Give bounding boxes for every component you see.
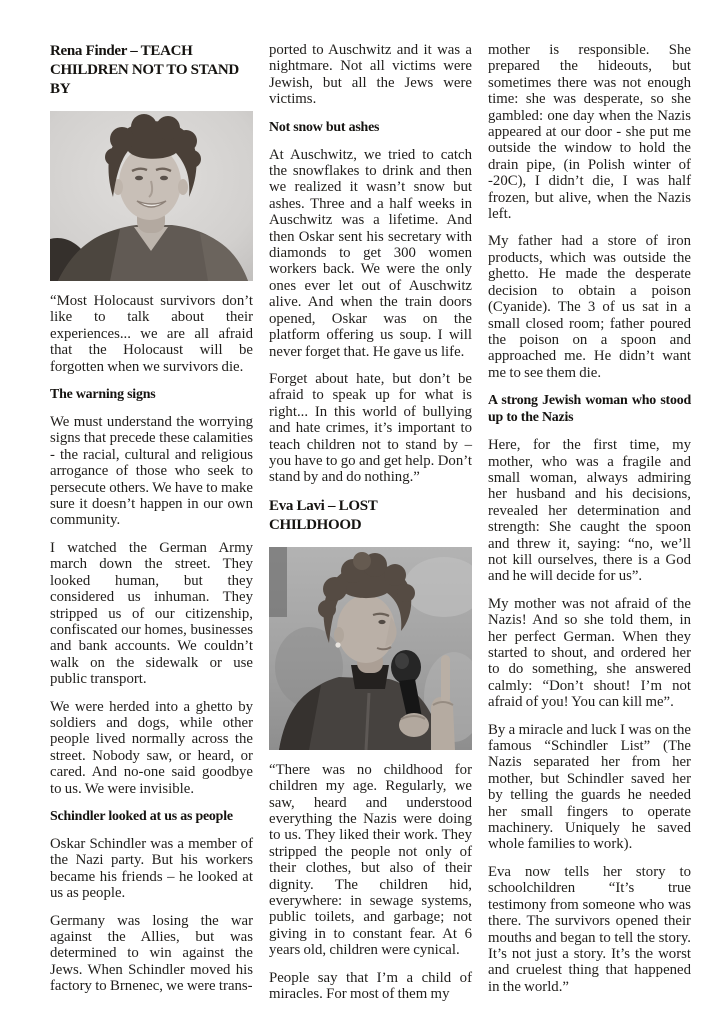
- paragraph: My father had a store of iron products, which was outside the ghetto. He made the desperate decision to obtain a poison (Cyanide). The 3 of us sat in a small closed room; father poured the poison on a spoon and approached me. He didn’t want me to see them die.: [488, 233, 691, 381]
- rena-finder-photo: [50, 111, 253, 281]
- paragraph: Here, for the first time, my mother, who was a fragile and small woman, always admiring her husband and his decisions, revealed her determination and strength: She caught the spoon and threw it, saying: “no, we’ll not kill ourselves, there is a God and he will decide for us”.: [488, 437, 691, 585]
- paragraph: I watched the German Army march down the street. They looked human, but they considered us inhuman. They stripped us of our citizenship, confiscated our homes, businesses and bank accounts. We couldn’t walk on the sidewalk or use public transport.: [50, 539, 253, 688]
- paragraph: Eva now tells her story to schoolchildren “It’s true testimony from someone who was there. The survivors opened their mouths and began to tell the story. It’s not just a story. It’s the worst and cruelest thing that happened in the world.”: [488, 863, 691, 995]
- paragraph: Forget about hate, but don’t be afraid to speak up for what is right... In this world of bullying and hate crimes, it’s important to teach children not to stand by – you have to go and get help. Don’t stand by and do nothing.”: [269, 370, 472, 486]
- section-heading-not-snow-but-ashes: Not snow but ashes: [269, 119, 380, 135]
- paragraph: “There was no childhood for children my age. Regularly, we saw, heard and understood everything the Nazis were doing to us. They liked their work. They stripped the people not only of their clothes, but also of their dignity. The children hid, everywhere: in sewage systems, public toilets, and garbage; not giving in to constant fear. At 6 years old, children were cynical.: [269, 761, 472, 959]
- paragraph: We were herded into a ghetto by soldiers and dogs, while other people lived normally across the street. Nobody saw, or heard, or cared. And no-one said goodbye to us. We were invisible.: [50, 698, 253, 797]
- paragraph: Oskar Schindler was a member of the Nazi party. But his workers became his friends – he looked at us as people.: [50, 835, 253, 902]
- paragraph: My mother was not afraid of the Nazis! And so she told them, in her perfect German. When they started to shout, and ordered her to do something, she answered calmly: “Don’t shout! I’m not afraid of you! You can kill me”.: [488, 595, 691, 711]
- section-heading-warning-signs: The warning signs: [50, 387, 156, 403]
- paragraph: By a miracle and luck I was on the famous “Schindler List” (The Nazis separated her from her mother, but Schindler saved her by telling the guards he needed her small fingers to operate machinery. Uniquely he saved whole families to work).: [488, 721, 691, 853]
- eva-lavi-speaking-illustration: [269, 547, 472, 750]
- article-title-rena-finder: Rena Finder – TEACH CHILDREN NOT TO STAND BY: [50, 43, 239, 97]
- rena-finder-portrait-illustration: [50, 111, 253, 281]
- section-heading-strong-jewish-woman: A strong Jewish woman who stood up to the Nazis: [488, 393, 691, 426]
- section-heading-schindler-people: Schindler looked at us as people: [50, 808, 233, 824]
- article-title-eva-lavi: Eva Lavi – LOST CHILDHOOD: [269, 497, 378, 533]
- paragraph: “Most Holocaust survivors don’t like to talk about their experiences... we are all afraid that the Holocaust will be forgotten when we survivors die.: [50, 293, 253, 375]
- paragraph: We must understand the worrying signs that precede these calamities - the racial, cultural and religious arrogance of those who seek to persecute others. We have to make sure it doesn’t happen in our own community.: [50, 414, 253, 529]
- column-3: [488, 42, 691, 1024]
- eva-lavi-photo: [269, 547, 472, 750]
- column-2: [269, 42, 472, 1024]
- paragraph: At Auschwitz, we tried to catch the snowflakes to drink and then we realized it wasn’t snow but ashes. Three and a half weeks in Auschwitz was a lifetime. And then Oskar sent his secretary with diamonds to get 300 women workers back. We were the only ones ever let out of Auschwitz alive. And when the train doors opened, Oskar was on the platform offering us soup. I will never forget that. He gave us life.: [269, 146, 472, 360]
- paragraph: People say that I’m a child of miracles. For most of them my: [269, 969, 472, 1003]
- paragraph: Germany was losing the war against the Allies, but was determined to win against the Jews. When Schindler moved his factory to Brnenec, we were trans-: [50, 912, 253, 995]
- paragraph: mother is responsible. She prepared the hideouts, but sometimes there was not enough time: she was desperate, so she gambled: one day when the Nazis appeared at our door - she put me outside the window to hold the drain pipe, (in Polish winter of -20C), I didn’t die, I was half frozen, but alive, when the Nazis left.: [488, 42, 691, 223]
- paragraph: ported to Auschwitz and it was a nightmare. Not all victims were Jewish, but all the Jews were victims.: [269, 42, 472, 108]
- column-1: [50, 42, 253, 1024]
